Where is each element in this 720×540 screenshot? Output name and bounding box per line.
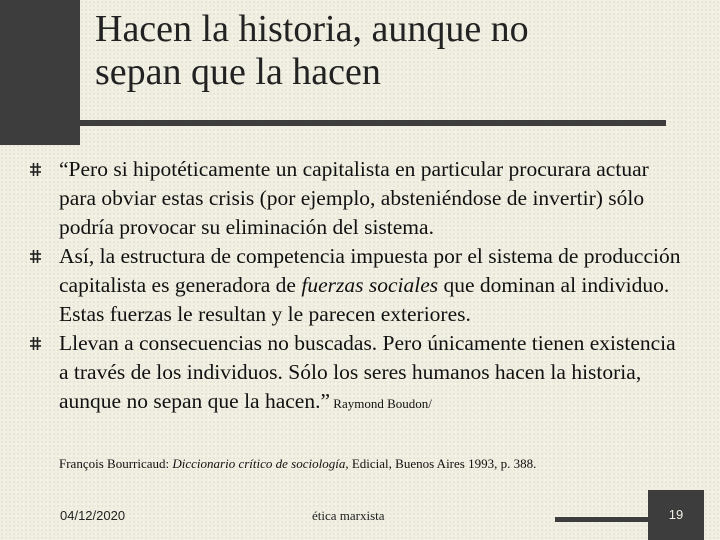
slide-title xyxy=(95,8,695,94)
slide-title-line-1: Hacen la historia, aunque no xyxy=(95,8,529,50)
bullet-item-3 xyxy=(30,329,690,418)
citation-publisher: Edicial, Buenos Aires 1993, p. 388. xyxy=(348,456,537,471)
page-number: 19 xyxy=(648,490,704,540)
citation xyxy=(59,455,699,473)
bullet-text-2-italic: fuerzas sociales xyxy=(301,273,439,297)
hash-bullet-icon xyxy=(30,163,41,176)
footer-date: 04/12/2020 xyxy=(60,508,126,523)
bullet-text-2-before: Así, la estructura de competencia impuesta por el sistema de producción capitalista es generadora de xyxy=(59,244,681,297)
hash-bullet-icon xyxy=(30,250,41,263)
bullet-item-1 xyxy=(30,155,690,242)
bullet-author: Raymond Boudon/ xyxy=(330,396,432,411)
bullet-text-2-after: que dominan al individuo. Estas fuerzas le resultan y le parecen exteriores. xyxy=(59,273,670,326)
footer-title: ética marxista xyxy=(312,508,385,523)
bullet-list xyxy=(30,155,690,418)
slide-title-line-2: sepan que la hacen xyxy=(95,51,381,93)
bullet-text-3: Llevan a consecuencias no buscadas. Pero únicamente tienen existencia a través de los individuos. Sólo los seres humanos hacen la historia, aunque no sepan que la hacen.” xyxy=(59,331,676,413)
bullet-item-2 xyxy=(30,242,690,329)
citation-authors: François Bourricaud: xyxy=(59,456,173,471)
citation-book: Diccionario crítico de sociología, xyxy=(172,456,349,471)
bullet-text-1: “Pero si hipotéticamente un capitalista en particular procurara actuar para obviar estas crisis (por ejemplo, absteniéndose de invertir) sólo podría provocar su eliminación del sistema. xyxy=(59,157,649,239)
footer-divider xyxy=(555,517,648,522)
hash-bullet-icon xyxy=(30,337,41,350)
title-divider xyxy=(0,120,666,126)
